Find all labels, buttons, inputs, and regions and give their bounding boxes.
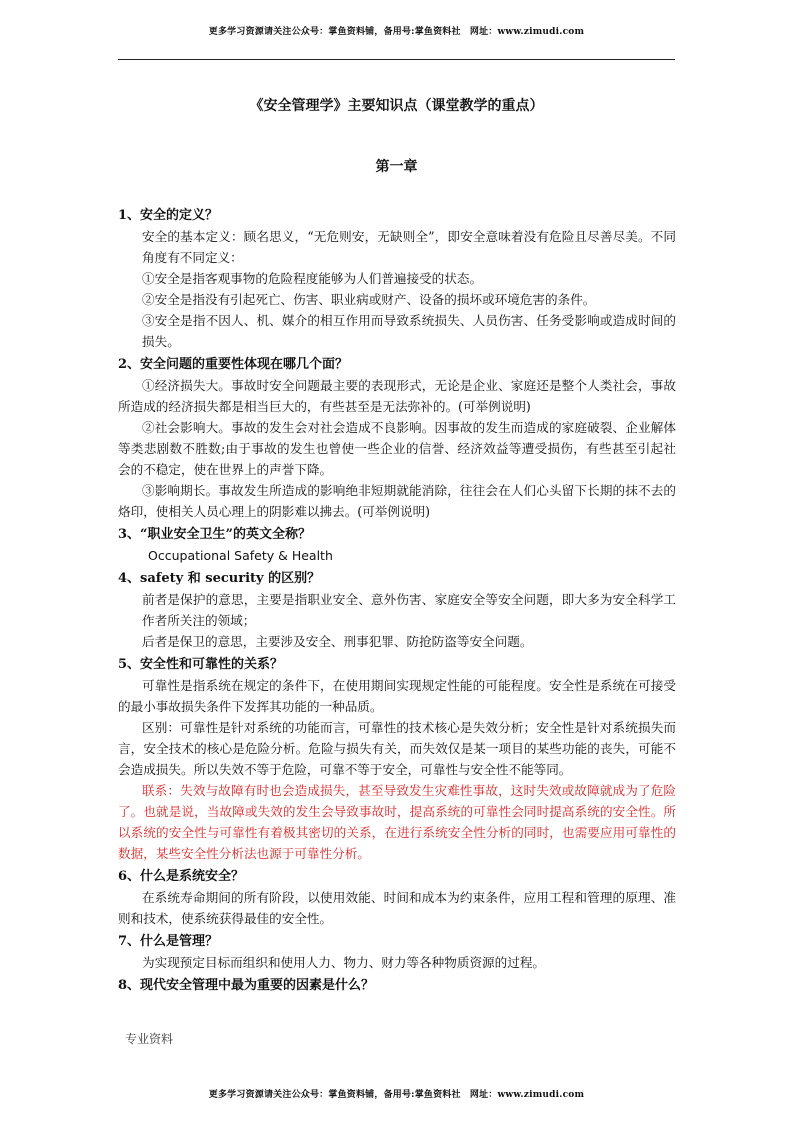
question-5: 5、安全性和可靠性的关系？ [118, 657, 284, 672]
paragraph: ②社会影响大。事故的发生会对社会造成不良影响。因事故的发生而造成的家庭破裂、企业解体等类悲剧数不胜数;由于事故的发生也曾使一些企业的信誉、经济效益等遭受损伤，有些甚至引起社会的不稳定，使在世界上的声誉下降。 [118, 420, 676, 477]
paragraph: 区别：可靠性是针对系统的功能而言，可靠性的技术核心是失效分析；安全性是针对系统损失而言，安全技术的核心是危险分析。危险与损失有关，而失效仅是某一项目的某些功能的丧失，可能不会造成损失。所以失效不等于危险，可靠不等于安全，可靠性与安全性不能等同。 [118, 720, 676, 777]
page-footer: 更多学习资源请关注公众号：掌鱼资料铺，备用号:掌鱼资料社 网址：www.zimudi.com [208, 1090, 585, 1100]
question-6: 6、什么是系统安全？ [118, 869, 245, 884]
document-title: 《安全管理学》主要知识点（课堂教学的重点） [249, 98, 544, 114]
paragraph: ③影响期长。事故发生所造成的影响绝非短期就能消除，往往会在人们心头留下长期的抹不去的烙印，使相关人员心理上的阴影难以拂去。(可举例说明) [118, 483, 676, 519]
question-4: 4、safety 和 security 的区别？ [118, 571, 321, 586]
question-3: 3、“职业安全卫生”的英文全称？ [118, 527, 312, 542]
header-rule [118, 59, 675, 60]
paragraph: ③安全是指不因人、机、媒介的相互作用而导致系统损失、人员伤害、任务受影响或造成时间的损失。 [142, 313, 676, 349]
paragraph: 前者是保护的意思，主要是指职业安全、意外伤害、家庭安全等安全问题，即大多为安全科学工作者所关注的领域； [142, 592, 676, 628]
english-term: Occupational Safety & Health [148, 548, 333, 563]
question-1: 1、安全的定义？ [118, 208, 219, 223]
paragraph: 为实现预定目标而组织和使用人力、物力、财力等各种物质资源的过程。 [142, 955, 545, 970]
highlighted-paragraph: 联系：失效与故障有时也会造成损失，甚至导致发生灾难性事故，这时失效或故障就成为了危险了。也就是说，当故障或失效的发生会导致事故时，提高系统的可靠性会同时提高系统的安全性。所以系统的安全性与可靠性有着极其密切的关系，在进行系统安全性分析的同时，也需要应用可靠性的数据，某些安全性分析法也源于可靠性分析。 [118, 783, 676, 861]
paragraph: 在系统寿命期间的所有阶段，以使用效能、时间和成本为约束条件，应用工程和管理的原理、准则和技术，使系统获得最佳的安全性。 [118, 890, 676, 926]
paragraph: ②安全是指没有引起死亡、伤害、职业病或财产、设备的损坏或环境危害的条件。 [142, 292, 596, 307]
paragraph: 安全的基本定义：顾名思义，“无危则安，无缺则全”，即安全意味着没有危险且尽善尽美。不同角度有不同定义： [142, 229, 676, 265]
paragraph: 可靠性是指系统在规定的条件下，在使用期间实现规定性能的可能程度。安全性是系统在可接受的最小事故损失条件下发挥其功能的一种品质。 [118, 678, 676, 714]
question-2: 2、安全问题的重要性体现在哪几个面？ [118, 357, 349, 372]
document-body [118, 203, 676, 996]
chapter-heading: 第一章 [375, 159, 418, 175]
paragraph: ①安全是指客观事物的危险程度能够为人们普遍接受的状态。 [142, 271, 483, 286]
paragraph: ①经济损失大。事故时安全问题最主要的表现形式，无论是企业、家庭还是整个人类社会，事故所造成的经济损失都是相当巨大的，有些甚至是无法弥补的。(可举例说明) [118, 378, 676, 414]
page-header: 更多学习资源请关注公众号：掌鱼资料铺，备用号:掌鱼资料社 网址：www.zimudi.com [208, 27, 585, 37]
paragraph: 后者是保卫的意思，主要涉及安全、刑事犯罪、防抢防盗等安全问题。 [142, 634, 533, 649]
question-7: 7、什么是管理？ [118, 934, 219, 949]
watermark-label: 专业资料 [125, 1032, 174, 1046]
question-8: 8、现代安全管理中最为重要的因素是什么？ [118, 978, 375, 993]
